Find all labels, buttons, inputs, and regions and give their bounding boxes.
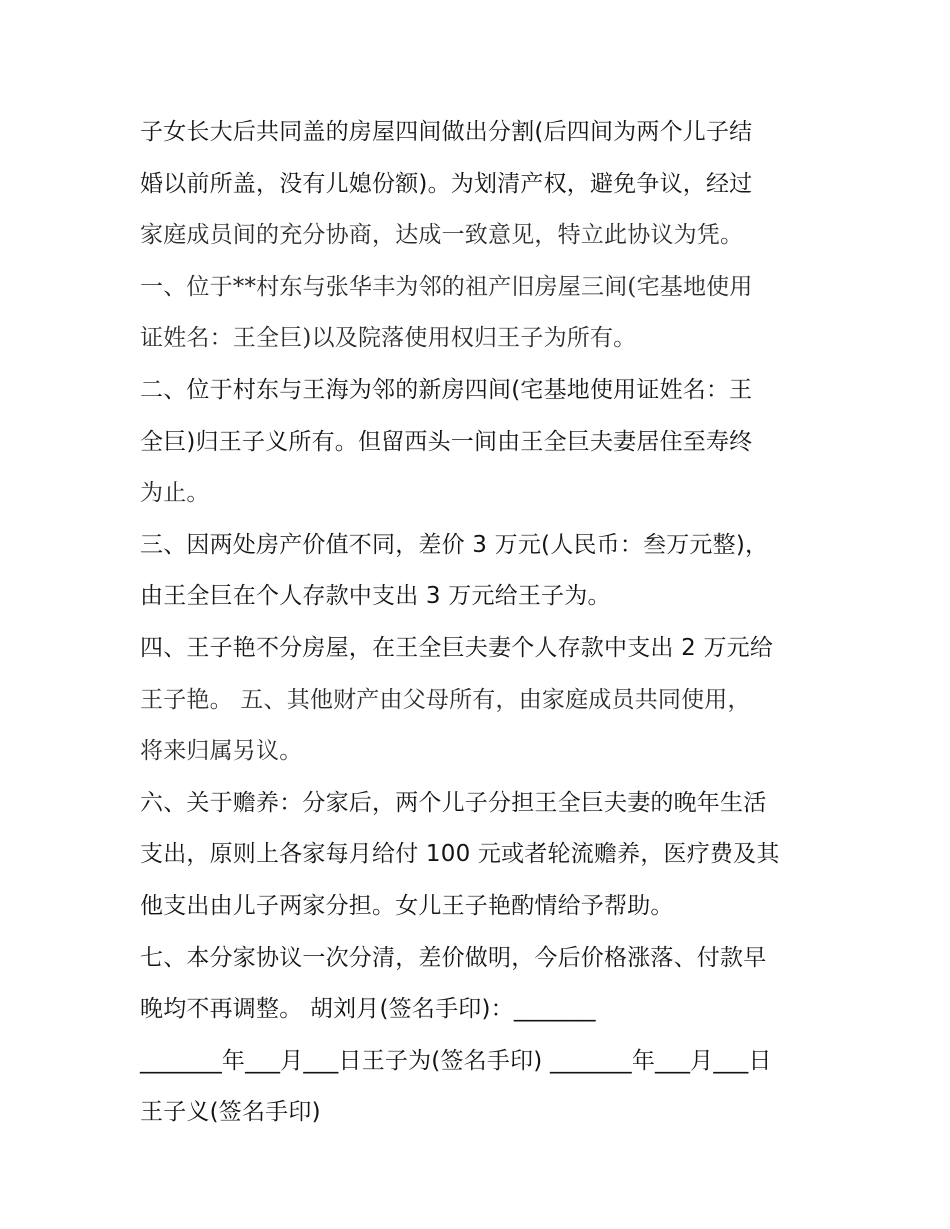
text-line-13: 将来归属另议。 <box>140 738 303 765</box>
text-line-5: 证姓名：王全巨)以及院落使用权归王子为所有。 <box>140 325 637 352</box>
text-line-4: 一、位于**村东与张华丰为邻的祖产旧房屋三间(宅基地使用 <box>140 273 753 300</box>
text-line-17: 七、本分家协议一次分清，差价做明，今后价格涨落、付款早 <box>140 944 767 971</box>
text-line-12: 王子艳。 五、其他财产由父母所有，由家庭成员共同使用， <box>140 686 751 713</box>
text-line-1: 子女长大后共同盖的房屋四间做出分割(后四间为两个儿子结 <box>140 119 753 145</box>
text-line-19: _______年___月___日王子为(签名手印) _______年___月___日 <box>140 1047 772 1074</box>
text-line-10: 由王全巨在个人存款中支出 3 万元给王子为。 <box>140 583 611 610</box>
text-line-9: 三、因两处房产价值不同，差价 3 万元(人民币：叁万元整)， <box>140 531 769 558</box>
text-line-14: 六、关于赡养：分家后，两个儿子分担王全巨夫妻的晚年生活 <box>140 789 767 816</box>
text-line-15: 支出，原则上各家每月给付 100 元或者轮流赡养，医疗费及其 <box>140 841 780 868</box>
text-line-8: 为止。 <box>140 480 210 507</box>
text-line-11: 四、王子艳不分房屋，在王全巨夫妻个人存款中支出 2 万元给 <box>140 634 774 661</box>
text-line-18: 晚均不再调整。 胡刘月(签名手印)：_______ <box>140 996 596 1023</box>
agreement-text <box>140 107 830 1139</box>
text-line-7: 全巨)归王子义所有。但留西头一间由王全巨夫妻居住至寿终 <box>140 428 753 455</box>
text-line-16: 他支出由儿子两家分担。女儿王子艳酌情给予帮助。 <box>140 892 674 919</box>
text-line-3: 家庭成员间的充分协商，达成一致意见，特立此协议为凭。 <box>140 222 744 249</box>
text-line-6: 二、位于村东与王海为邻的新房四间(宅基地使用证姓名：王 <box>140 376 753 403</box>
text-line-20: 王子义(签名手印) <box>140 1099 321 1126</box>
text-line-2: 婚以前所盖，没有儿媳份额)。为划清产权，避免争议，经过 <box>140 170 753 197</box>
